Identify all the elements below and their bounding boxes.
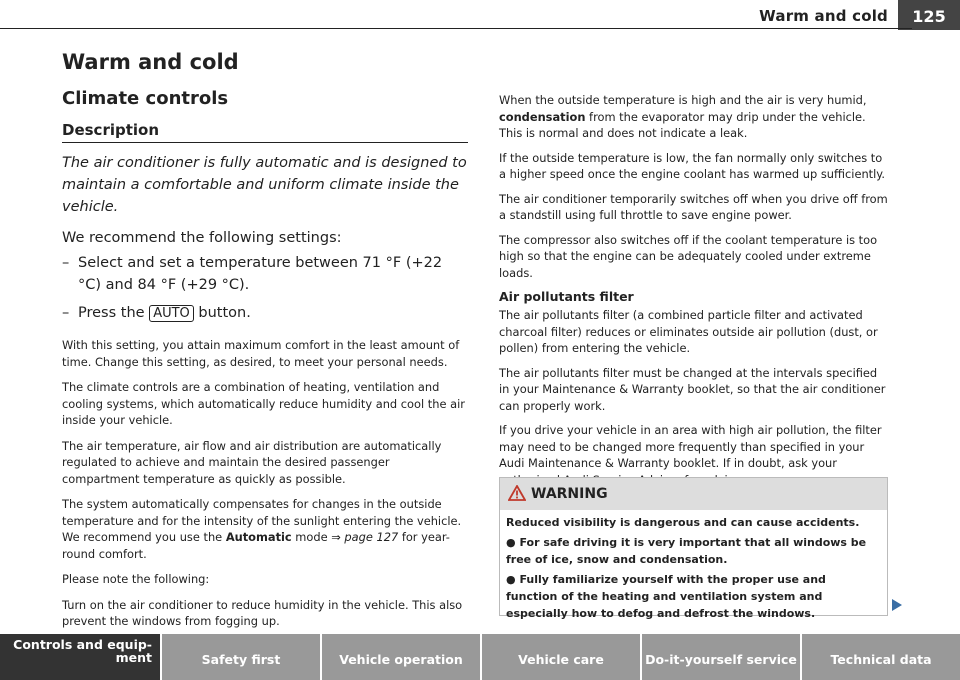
- footer-tab-technical-data[interactable]: Technical data: [800, 634, 960, 680]
- warning-bullet: [506, 534, 881, 568]
- step-text-post: button.: [193, 305, 251, 321]
- footer-nav: [0, 634, 960, 680]
- page-reference-link[interactable]: ⇒ page 127: [331, 530, 399, 544]
- step-text: Select and set a temperature between 71 °F (+22 °C) and 84 °F (+29 °C).: [78, 255, 443, 293]
- warning-lead: Reduced visibility is dangerous and can cause accidents.: [506, 516, 860, 529]
- body-paragraph: With this setting, you attain maximum comfort in the least amount of time. Change this setting, as desired, to meet your personal needs.: [62, 338, 460, 369]
- footer-tab-vehicle-care[interactable]: Vehicle care: [480, 634, 640, 680]
- body-paragraph: The air pollutants filter (a combined particle filter and activated charcoal filter) reduces or eliminates outside air pollution (dust, or pollen) from entering the vehicle.: [499, 308, 878, 355]
- warning-bullet: [506, 571, 881, 622]
- step-text-pre: Press the: [78, 305, 150, 321]
- footer-tab-vehicle-operation[interactable]: Vehicle operation: [320, 634, 480, 680]
- text-run: The system automatically compensates for changes in the outside temperature and for the intensity of the sunlight entering the vehicle. We recommend you use the: [62, 497, 462, 544]
- warning-triangle-icon: [508, 485, 526, 501]
- bullet-icon: ●: [506, 536, 516, 549]
- text-run: mode: [291, 530, 332, 544]
- warning-box: [499, 477, 888, 620]
- header-rule: [0, 28, 912, 29]
- text-run: When the outside temperature is high and the air is very humid,: [499, 93, 867, 107]
- body-paragraph: If you drive your vehicle in an area with high air pollution, the filter may need to be changed more frequently than specified in your Audi Maintenance & Warranty booklet. If in doubt, ask your: [499, 423, 882, 470]
- body-paragraph: The air temperature, air flow and air distribution are automatically regulated to achieve and maintain the desired passenger compartment temperature as quickly as possible.: [62, 438, 442, 486]
- subsection-title: Description: [62, 121, 468, 143]
- body-paragraph: The air pollutants filter must be changed at the intervals specified in your Maintenance & Warranty booklet, so that the air conditioner can properly work.: [499, 365, 886, 413]
- auto-key-label: AUTO: [149, 305, 194, 322]
- warning-bullet-text: For safe driving it is very important that all windows be free of ice, snow and condensation.: [506, 536, 867, 566]
- automatic-term: Automatic: [225, 530, 292, 544]
- body-paragraph-condensation: [499, 92, 889, 142]
- continue-arrow-icon: [891, 598, 903, 612]
- step-item: [62, 302, 468, 325]
- footer-tab-safety[interactable]: Safety first: [160, 634, 320, 680]
- condensation-term: condensation: [499, 109, 586, 124]
- recommend-text: We recommend the following settings:: [62, 230, 342, 246]
- intro-text: The air conditioner is fully automatic and is designed to maintain a comfortable and uniform climate inside the vehicle.: [62, 155, 467, 215]
- chapter-title: Warm and cold: [62, 50, 239, 74]
- right-column: [499, 92, 889, 496]
- body-paragraph: Turn on the air conditioner to reduce humidity in the vehicle. This also prevent the windows from fogging up.: [62, 597, 463, 628]
- warning-header: [500, 478, 887, 510]
- left-column: [62, 50, 468, 630]
- running-header-title: Warm and cold: [759, 7, 888, 25]
- bullet-icon: ●: [506, 573, 516, 586]
- warning-title: WARNING: [531, 486, 608, 502]
- footer-tab-controls[interactable]: Controls and equip-ment: [0, 634, 160, 680]
- footer-tab-diy-service[interactable]: Do-it-yourself service: [640, 634, 800, 680]
- filter-heading: Air pollutants filter: [499, 289, 634, 304]
- body-paragraph: Please note the following:: [62, 572, 210, 586]
- section-title: Climate controls: [62, 88, 229, 109]
- body-paragraph: The compressor also switches off if the coolant temperature is too high so that the engine can be adequately cooled under extreme loads.: [499, 232, 878, 280]
- step-item: [62, 252, 468, 296]
- body-paragraph-automatic: [62, 496, 468, 562]
- text-run: for year-round comfort.: [62, 530, 450, 561]
- page-number: 125: [898, 0, 960, 30]
- step-dash: –: [62, 305, 70, 321]
- body-paragraph: The climate controls are a combination of heating, ventilation and cooling systems, which automatically reduce humidity and cool the air inside your vehicle.: [62, 380, 465, 427]
- warning-body: [500, 510, 887, 622]
- body-paragraph: If the outside temperature is low, the fan normally only switches to a higher speed once the engine coolant has warmed up sufficiently.: [499, 150, 886, 181]
- text-run: from the evaporator may drip under the vehicle. This is normal and does not indicate a leak.: [499, 109, 866, 140]
- warning-bullet-text: Fully familiarize yourself with the proper use and function of the heating and ventilation system and especially how to defog and defrost the windows.: [506, 573, 826, 620]
- step-dash: –: [62, 255, 70, 271]
- body-paragraph: The air conditioner temporarily switches off when you drive off from a standstill using full throttle to save engine power.: [499, 191, 888, 222]
